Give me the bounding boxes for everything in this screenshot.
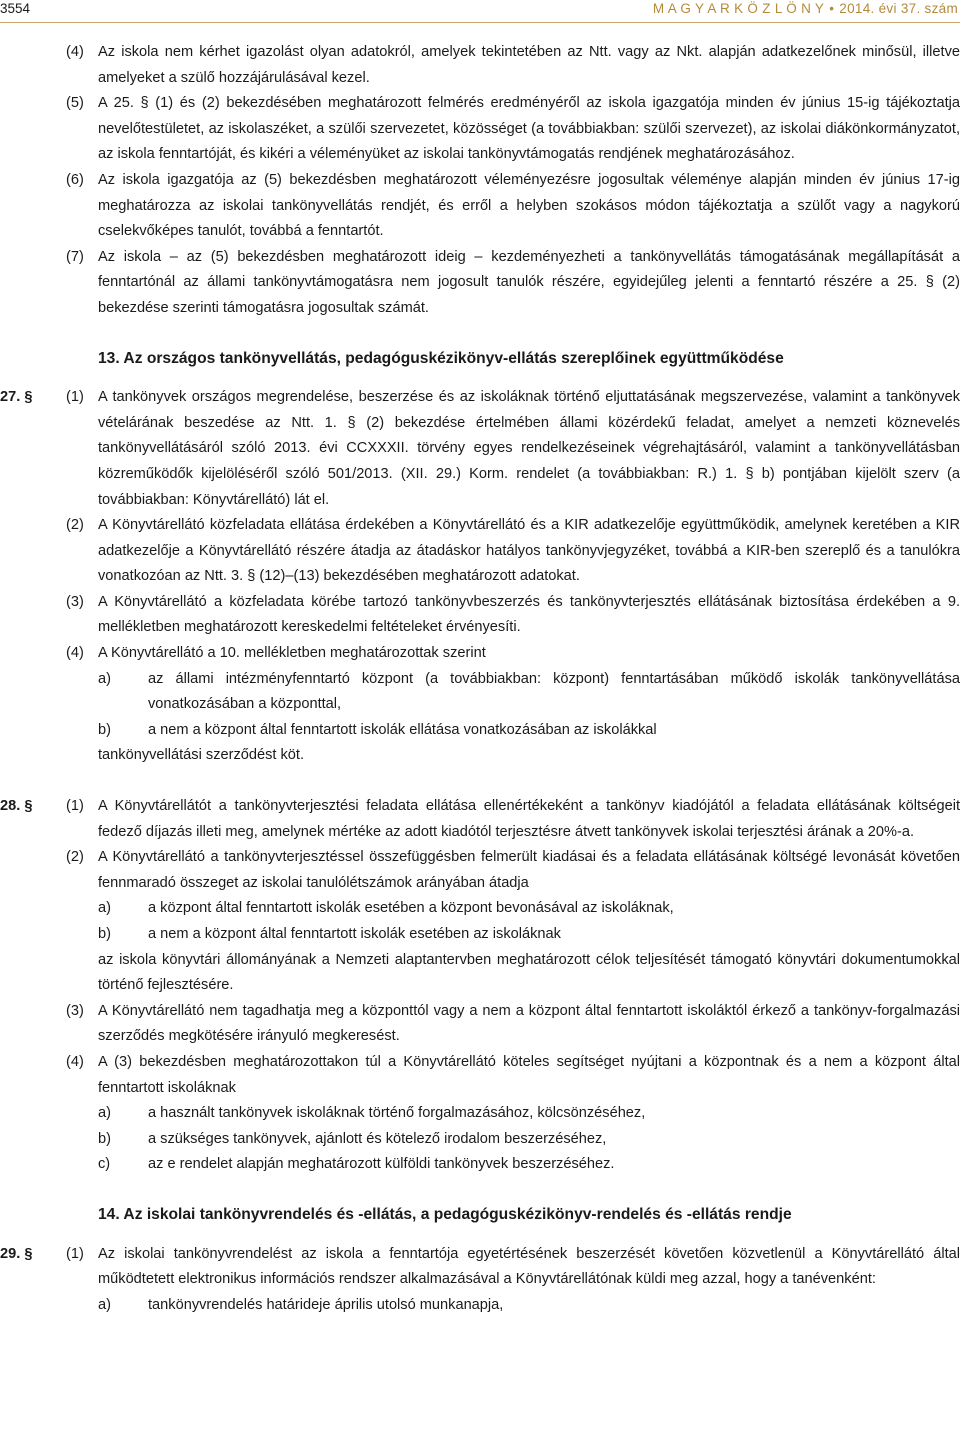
paragraph	[0, 245, 960, 322]
item-text: az e rendelet alapján meghatározott külföldi tankönyvek beszerzéséhez.	[148, 1156, 615, 1173]
paragraph-number: (4)	[66, 645, 84, 662]
paragraph	[0, 40, 960, 91]
paragraph-text: Az iskolai tankönyvrendelést az iskola a fenntartója egyetértésének beszerzését követően közvetlenül a Könyvtárellátó által működtetett elektronikus információs rendszer alkalmazásával a Könyvtárellátónak küldi meg azzal, hogy a tanévenként:	[98, 1245, 960, 1288]
list-item	[0, 896, 960, 922]
paragraph-text: A Könyvtárellátó a közfeladata körébe tartozó tankönyvbeszerzés és tankönyvterjesztés ellátásának biztosítása érdekében a 9. mellékletben meghatározott kereskedelmi feltételeket érvényesíti.	[98, 593, 960, 636]
section-29	[0, 1242, 960, 1319]
page-number: 3554	[0, 1, 31, 16]
paragraph	[0, 168, 960, 245]
item-label: a)	[98, 900, 111, 917]
paragraph-number: (1)	[66, 389, 84, 406]
paragraph	[0, 999, 960, 1050]
item-text: tankönyvrendelés határideje április utolsó munkanapja,	[148, 1296, 504, 1313]
document-body	[0, 40, 960, 1318]
header-bullet: •	[829, 1, 835, 16]
paragraph	[0, 385, 960, 513]
paragraph-continuation: tankönyvellátási szerződést köt.	[98, 747, 305, 764]
paragraph	[0, 641, 960, 667]
section-number: 28. §	[0, 798, 33, 815]
section-number: 27. §	[0, 389, 33, 406]
chapter-heading-14: 14. Az iskolai tankönyvrendelés és -ellátás, a pedagóguskézikönyv-rendelés és -ellátás rendje	[98, 1205, 792, 1223]
item-text: az állami intézményfenntartó központ (a továbbiakban: központ) fenntartásában működő iskolák tankönyvellátása vonatkozásában a központtal,	[148, 670, 960, 713]
paragraph-number: (1)	[66, 798, 84, 815]
item-text: a nem a központ által fenntartott iskolák esetében az iskoláknak	[148, 926, 561, 942]
item-text: a központ által fenntartott iskolák esetében a központ bevonásával az iskoláknak,	[148, 900, 674, 917]
list-item	[0, 922, 960, 948]
paragraph-text: Az iskola – az (5) bekezdésben meghatározott ideig – kezdeményezheti a tankönyvellátás támogatásának megállapítását a fenntartónál az állami tankönyvtámogatásra nem jogosult tanulók részére, egyidejűleg jelenti a fenntartó részére a 25. § (2) bekezdése szerinti támogatásra jogosultak számát.	[98, 248, 960, 316]
publication-name: M A G Y A R K Ö Z L Ö N Y	[652, 1, 825, 16]
item-text: a nem a központ által fenntartott iskolák ellátása vonatkozásában az iskolákkal	[148, 721, 657, 738]
list-item	[0, 718, 960, 744]
paragraph	[0, 1050, 960, 1101]
paragraph	[0, 513, 960, 590]
paragraph-number: (5)	[66, 95, 84, 112]
paragraph	[0, 845, 960, 896]
item-label: b)	[98, 1130, 111, 1147]
paragraph-number: (3)	[66, 1002, 84, 1019]
paragraph-number: (1)	[66, 1245, 84, 1262]
paragraph	[0, 590, 960, 641]
paragraph-text: A 25. § (1) és (2) bekezdésében meghatározott felmérés eredményéről az iskola igazgatója minden év június 15-ig tájékoztatja nevelőtestületet, az iskolaszéket, a szülői szervezetet, közösséget (a továbbiakban: szülői szervezet), az iskolai diákönkormányzatot, az iskola fenntartóját, és kikéri a véleményüket az iskolai tankönyvtámogatás rendjének meghatározásához.	[98, 95, 960, 163]
paragraph-text: A tankönyvek országos megrendelése, beszerzése és az iskoláknak történő eljuttatásának megszervezése, valamint a tankönyvek vételárának beszedése az Ntt. 1. § (2) bekezdése értelmében állami közérdekű feladat, amelyet a nemzeti köznevelés tankönyvellátásáról szóló 2013. évi CCXXXII. törvény egyes rendelkezéseinek végrehajtásáról, valamint a tankönyvellátásban közreműködők kijelöléséről szóló 501/2013. (XII. 29.) Korm. rendelet (a továbbiakban: R.) 1. § b) pontjában kijelölt szerv (a továbbiakban: Könyvtárellátó) lát el.	[98, 389, 960, 508]
paragraph-text: A Könyvtárellátó a tankönyvterjesztéssel összefüggésben felmerült kiadásai és a feladata ellátásának költségé levonását követően fennmaradó összeget az iskolai tanulólétszámok arányában átadja	[98, 849, 960, 891]
list-item	[0, 1127, 960, 1153]
item-label: a)	[98, 670, 111, 687]
item-label: b)	[98, 926, 111, 942]
item-text: a használt tankönyvek iskoláknak történő forgalmazásához, kölcsönzéséhez,	[148, 1105, 646, 1122]
paragraph	[0, 794, 960, 845]
header-rule	[0, 22, 960, 23]
item-label: a)	[98, 1105, 111, 1122]
issue-label: 2014. évi 37. szám	[839, 1, 958, 16]
publication-title	[653, 1, 958, 17]
paragraph-text: Az iskola nem kérhet igazolást olyan adatokról, amelyek tekintetében az Ntt. vagy az Nkt. alapján adatkezelőnek minősül, illetve amelyeket a szülő hozzájárulásával kezel.	[98, 44, 960, 86]
paragraph	[0, 1242, 960, 1293]
item-label: c)	[98, 1156, 111, 1173]
paragraph-number: (2)	[66, 849, 84, 866]
paragraph-text: A Könyvtárellátót a tankönyvterjesztési feladata ellátása ellenértékeként a tankönyv kiadójától a feladata ellátásának költségeit fedező díjazás illeti meg, amelynek mértéke az adott kiadótól terjesztésre átvett tankönyvek iskolai terjesztési árának a 20%-a.	[98, 798, 960, 840]
paragraph-text: A Könyvtárellátó a 10. mellékletben meghatározottak szerint	[98, 645, 486, 662]
list-item	[0, 1293, 960, 1319]
paragraph-continuation: az iskola könyvtári állományának a Nemzeti alaptantervben meghatározott célok teljesítését támogató könyvtári dokumentumokkal történő fejlesztésére.	[98, 951, 960, 994]
item-label: b)	[98, 721, 111, 738]
paragraph-number: (7)	[66, 248, 84, 265]
list-item	[0, 1152, 960, 1178]
section-28	[0, 794, 960, 1178]
paragraph-number: (3)	[66, 593, 84, 610]
paragraph-text: A Könyvtárellátó közfeladata ellátása érdekében a Könyvtárellátó és a KIR adatkezelője együttműködik, amelynek keretében a KIR adatkezelője a Könyvtárellátó részére átadja az átadáskor hatályos tankönyvjegyzéket, továbbá a KIR-ben szereplő és a tanulókra vonatkozóan az Ntt. 3. § (12)–(13) bekezdésében meghatározott adatokat.	[98, 517, 960, 585]
list-item	[0, 667, 960, 718]
paragraph-number: (6)	[66, 171, 84, 188]
list-item	[0, 1101, 960, 1127]
paragraph	[0, 91, 960, 168]
item-text: a szükséges tankönyvek, ajánlott és kötelező irodalom beszerzéséhez,	[148, 1130, 607, 1147]
paragraph-text: A Könyvtárellátó nem tagadhatja meg a központtól vagy a nem a központ által fenntartott iskoláktól érkező a tankönyv-forgalmazási szerződés megkötésére irányuló megkeresést.	[98, 1002, 960, 1045]
paragraph-text: Az iskola igazgatója az (5) bekezdésben meghatározott véleményezésre jogosultak véleménye alapján minden év június 17-ig meghatározza az iskolai tankönyvellátás rendjét, és erről a helyben szokásos módon tájékoztatja a szülőt vagy a nagykorú cselekvőképes tanulót, továbbá a fenntartót.	[98, 171, 960, 240]
item-label: a)	[98, 1296, 111, 1313]
paragraph-text: A (3) bekezdésben meghatározottakon túl a Könyvtárellátó köteles segítséget nyújtani a központnak és a nem a központ által fenntartott iskoláknak	[98, 1053, 960, 1096]
page-header	[0, 0, 960, 20]
paragraph-number: (2)	[66, 517, 84, 534]
paragraph-number: (4)	[66, 44, 84, 60]
paragraph-number: (4)	[66, 1053, 84, 1070]
chapter-heading-13: 13. Az országos tankönyvellátás, pedagóguskézikönyv-ellátás szereplőinek együttműködése	[98, 349, 784, 367]
section-number: 29. §	[0, 1245, 33, 1262]
section-27	[0, 385, 960, 769]
